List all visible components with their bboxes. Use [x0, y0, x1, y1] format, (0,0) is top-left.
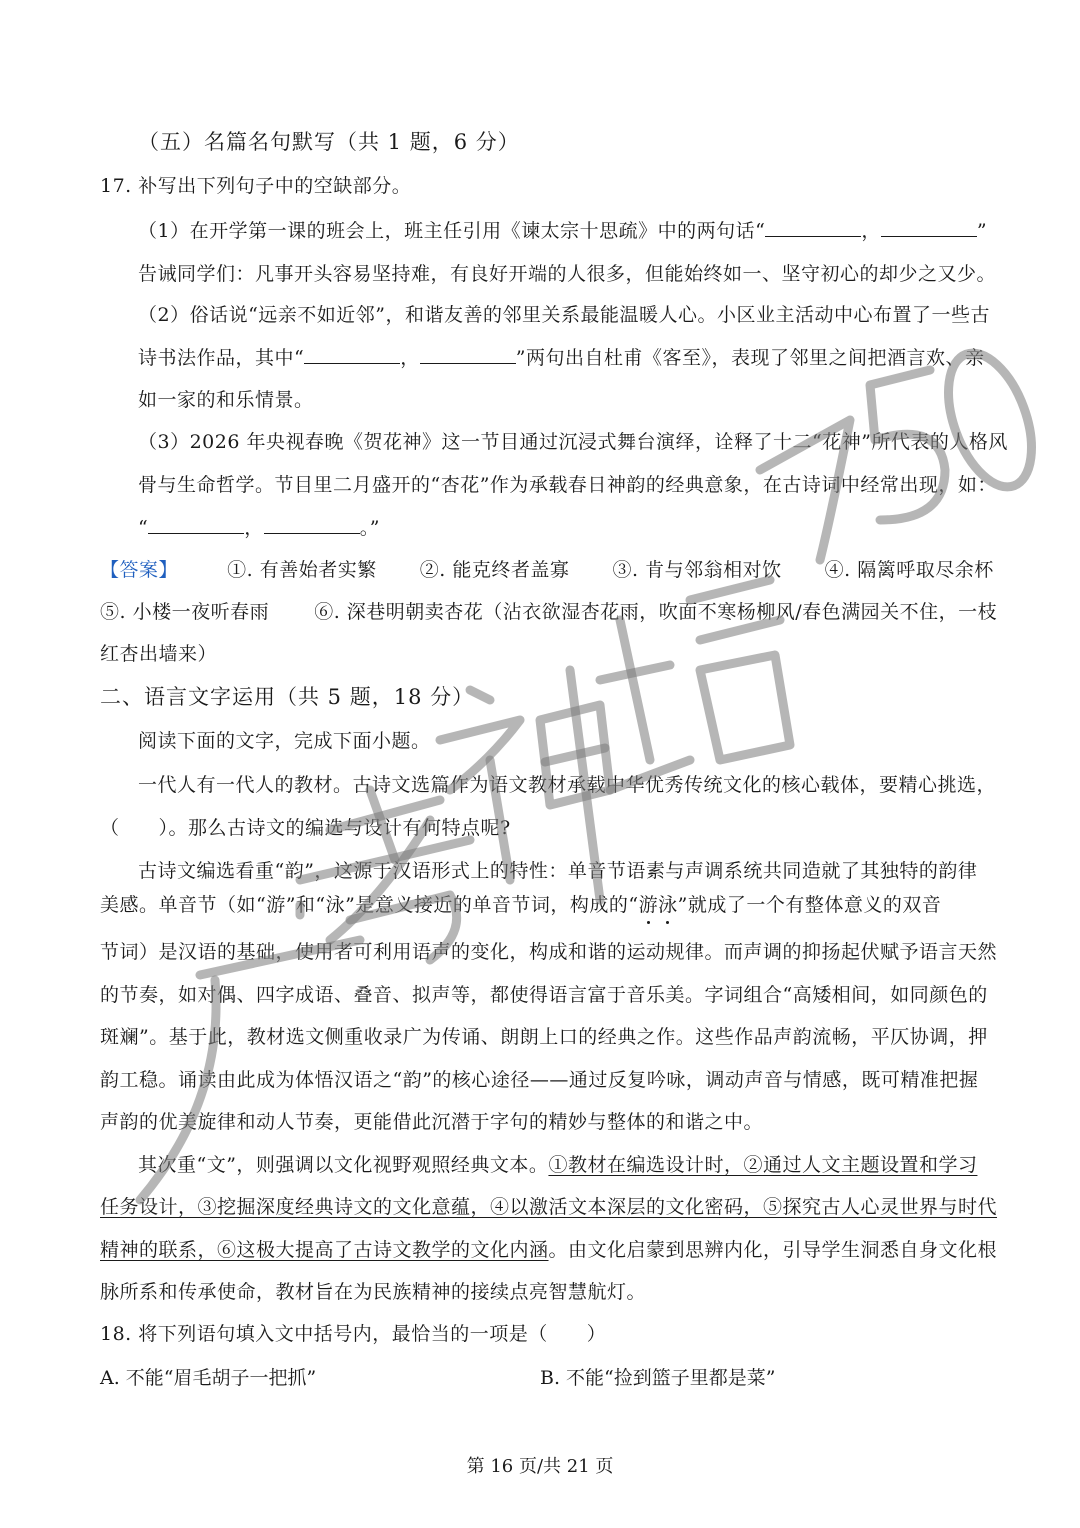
option-b[interactable]: B. 不能“捡到篮子里都是菜” — [540, 1367, 776, 1389]
section-heading: （五）名篇名句默写（共 1 题，6 分） — [138, 130, 520, 154]
question-18-stem: 18. 将下列语句填入文中括号内，最恰当的一项是（ ） — [100, 1323, 607, 1345]
q17-part1-line1: （1）在开学第一课的班会上，班主任引用《谏太宗十思疏》中的两句话“ ， ” — [138, 220, 988, 242]
underlined-sentence: 精神的联系，⑥这极大提高了古诗文教学的文化内涵 — [100, 1239, 549, 1261]
answer-blank[interactable] — [420, 345, 516, 364]
emphasis-dot-char: 泳 — [658, 894, 678, 916]
passage-intro: 阅读下面的文字，完成下面小题。 — [138, 730, 431, 752]
part2-heading: 二、语言文字运用（共 5 题，18 分） — [100, 685, 475, 709]
underlined-sentence: ①教材在编选设计时，②通过人文主题设置和学习 — [548, 1154, 978, 1176]
passage-para2-line3: 节词）是汉语的基础，使用者可利用语声的变化，构成和谐的运动规律。而声调的抑扬起伏赋予语言天然 — [100, 941, 998, 963]
passage-para2-line5: 斑斓”。基于此，教材选文侧重收录广为传诵、朗朗上口的经典之作。这些作品声韵流畅，平仄协调，押 — [100, 1026, 988, 1048]
answer-item: ①. 有善始者实繁 — [227, 559, 377, 581]
answer-item: ⑤. 小楼一夜听春雨 — [100, 601, 270, 623]
passage-para2-line6: 韵工稳。诵读由此成为体悟汉语之“韵”的核心途径——通过反复吟咏，调动声音与情感，既可精准把握 — [100, 1069, 979, 1091]
answer-blank[interactable] — [264, 515, 360, 534]
answer-item: ⑥. 深巷明朝卖杏花（沾衣欲湿杏花雨，吹面不寒杨柳风/春色满园关不住，一枝 — [314, 601, 998, 623]
answer-blank[interactable] — [765, 218, 861, 237]
answer-line1 — [100, 558, 994, 582]
passage-para1-line1: 一代人有一代人的教材。古诗文选篇作为语文教材承载中华优秀传统文化的核心载体，要精心挑选， — [138, 774, 997, 796]
answer-blank[interactable] — [881, 218, 977, 237]
question-17-stem: 17. 补写出下列句子中的空缺部分。 — [100, 175, 412, 197]
passage-para3-line1: 其次重“文”，则强调以文化视野观照经典文本。①教材在编选设计时，②通过人文主题设置和学习 — [138, 1154, 978, 1176]
answer-item: ③. 肯与邻翁相对饮 — [612, 559, 782, 581]
answer-label: 【答案】 — [100, 559, 179, 581]
passage-para1-line2: （ ）。那么古诗文的编选与设计有何特点呢? — [100, 817, 511, 839]
q17-part2-line1: （2）俗话说“远亲不如近邻”，和谐友善的邻里关系最能温暖人心。小区业主活动中心布置了一些古 — [138, 304, 991, 326]
answer-blank[interactable] — [304, 345, 400, 364]
q17-part3-line3: “ ， 。” — [138, 517, 380, 539]
answer-item: ②. 能克终者盖寡 — [419, 559, 570, 581]
option-a[interactable]: A. 不能“眉毛胡子一把抓” — [100, 1367, 317, 1389]
passage-para2-line2: 美感。单音节（如“游”和“泳”是意义接近的单音节词，构成的“游泳”就成了一个有整体意义的双音 — [100, 894, 942, 916]
answer-blank[interactable] — [148, 515, 244, 534]
answer-item: ④. 隔篱呼取尽余杯 — [824, 559, 994, 581]
passage-para2-line1: 古诗文编选看重“韵”，这源于汉语形式上的特性：单音节语素与声调系统共同造就了其独特的韵律 — [138, 860, 978, 882]
q17-part2-line2: 诗书法作品，其中“ ， ”两句出自杜甫《客至》，表现了邻里之间把酒言欢、亲 — [138, 347, 985, 369]
q17-part3-line2: 骨与生命哲学。节目里二月盛开的“杏花”作为承载春日神韵的经典意象，在古诗词中经常出现，如： — [138, 474, 997, 496]
page-footer: 第 16 页/共 21 页 — [466, 1456, 614, 1477]
passage-para3-line2 — [100, 1195, 998, 1219]
q17-part2-line3: 如一家的和乐情景。 — [138, 389, 314, 411]
emphasis-dot-char: 游 — [638, 894, 659, 916]
underlined-sentence: 任务设计，③挖掘深度经典诗文的文化意蕴，④以激活文本深层的文化密码，⑤探究古人心灵世界与时代 — [100, 1196, 998, 1218]
passage-para2-line7: 声韵的优美旋律和动人节奏，更能借此沉潜于字句的精妙与整体的和谐之中。 — [100, 1111, 764, 1133]
passage-para3-line3: 精神的联系，⑥这极大提高了古诗文教学的文化内涵。由文化启蒙到思辨内化，引导学生洞悉自身文化根 — [100, 1239, 998, 1261]
q17-part3-line1: （3）2026 年央视春晚《贺花神》这一节目通过沉浸式舞台演绎，诠释了十二“花神”所代表的人格风 — [138, 431, 1008, 453]
passage-para2-line4: 的节奏，如对偶、四字成语、叠音、拟声等，都使得语言富于音乐美。字词组合“高矮相间，如同颜色的 — [100, 984, 988, 1006]
passage-para3-line4: 脉所系和传承使命，教材旨在为民族精神的接续点亮智慧航灯。 — [100, 1281, 647, 1303]
answer-line3: 红杏出墙来） — [100, 643, 218, 665]
answer-line2 — [100, 600, 998, 624]
q17-part1-line2: 告诫同学们：凡事开头容易坚持难，有良好开端的人很多，但能始终如一、坚守初心的却少之又少。 — [138, 263, 997, 285]
